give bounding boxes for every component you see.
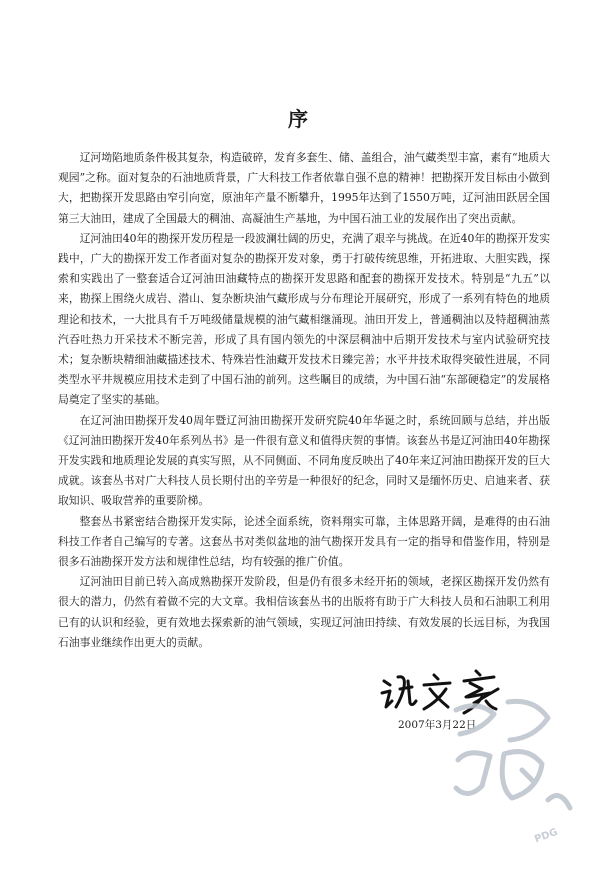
paragraph-4: 整套丛书紧密结合勘探开发实际，论述全面系统，资料翔实可靠，主体思路开阔，是难得的由石油科技工作者自己编写的专著。这套丛书对类似盆地的油气勘探开发具有一定的指导和借鉴作用，特别是很多石油勘探开发方法和规律性总结，均有较强的推广价值。 bbox=[58, 514, 550, 569]
paragraph-3: 在辽河油田勘探开发40周年暨辽河油田勘探开发研究院40年华诞之时，系统回顾与总结，并出版《辽河油田勘探开发40年系列丛书》是一件很有意义和值得庆贺的事情。该套丛书是辽河油田40年勘探开发实践和地质理论发展的真实写照，从不同侧面、不同角度反映出了40年来辽河油田勘探开发的巨大成就。该套丛书对广大科技人员长期付出的辛劳是一种很好的纪念，同时又是缅怀历史、启迪来者、获取知识、吸取营养的重要阶梯。 bbox=[58, 413, 550, 508]
paragraph-2: 辽河油田40年的勘探开发历程是一段波澜壮阔的历史，充满了艰辛与挑战。在近40年的勘探开发实践中，广大的勘探开发工作者面对复杂的勘探开发对象，勇于打破传统思维，开拓进取、大胆实践，探索和实践出了一整套适合辽河油田油藏特点的勘探开发思路和配套的勘探开发技术。特别是“九五”以来，勘探上围绕火成岩、潜山、复杂断块油气藏形成与分布理论开展研究，形成了一系列有特色的地质理论和技术，一大批具有千万吨级储量规模的油气藏相继涌现。油田开发上，普通稠油以及特超稠油蒸汽吞吐热力开采技术不断完善，形成了具有国内领先的中深层稠油中后期开发技术与室内试验研究技术；复杂断块精细油藏描述技术、特殊岩性油藏开发技术日臻完善；水平井技术取得突破性进展，不同类型水平井规模应用技术走到了中国石油的前列。这些瞩目的成绩，为中国石油“东部硬稳定”的发展格局奠定了坚实的基础。 bbox=[58, 231, 550, 407]
page-title: 序 bbox=[288, 107, 310, 131]
svg-text:PDG: PDG bbox=[533, 826, 560, 846]
pdg-watermark-stamp bbox=[438, 690, 588, 860]
preface-body bbox=[58, 148, 550, 653]
paragraph-5: 辽河油田目前已转入高成熟勘探开发阶段，但是仍有很多未经开拓的领域，老探区勘探开发仍然有很大的潜力，仍然有着做不完的大文章。我相信该套丛书的出版将有助于广大科技人员和石油职工利用已有的认识和经验，更有效地去探索新的油气领域，实现辽河油田持续、有效发展的长远目标，为我国石油事业继续作出更大的贡献。 bbox=[58, 575, 550, 649]
paragraph-1: 辽河坳陷地质条件极其复杂，构造破碎，发育多套生、储、盖组合，油气藏类型丰富，素有“地质大观园”之称。面对复杂的石油地质背景，广大科技工作者依靠自强不息的精神！把勘探开发目标由小做到大，把勘探开发思路由窄引向宽，原油年产量不断攀升，1995年达到了1550万吨，辽河油田跃居全国第三大油田，建成了全国最大的稠油、高凝油生产基地，为中国石油工业的发展作出了突出贡献。 bbox=[58, 151, 550, 225]
signature-date: 2007年3月22日 bbox=[398, 719, 477, 731]
